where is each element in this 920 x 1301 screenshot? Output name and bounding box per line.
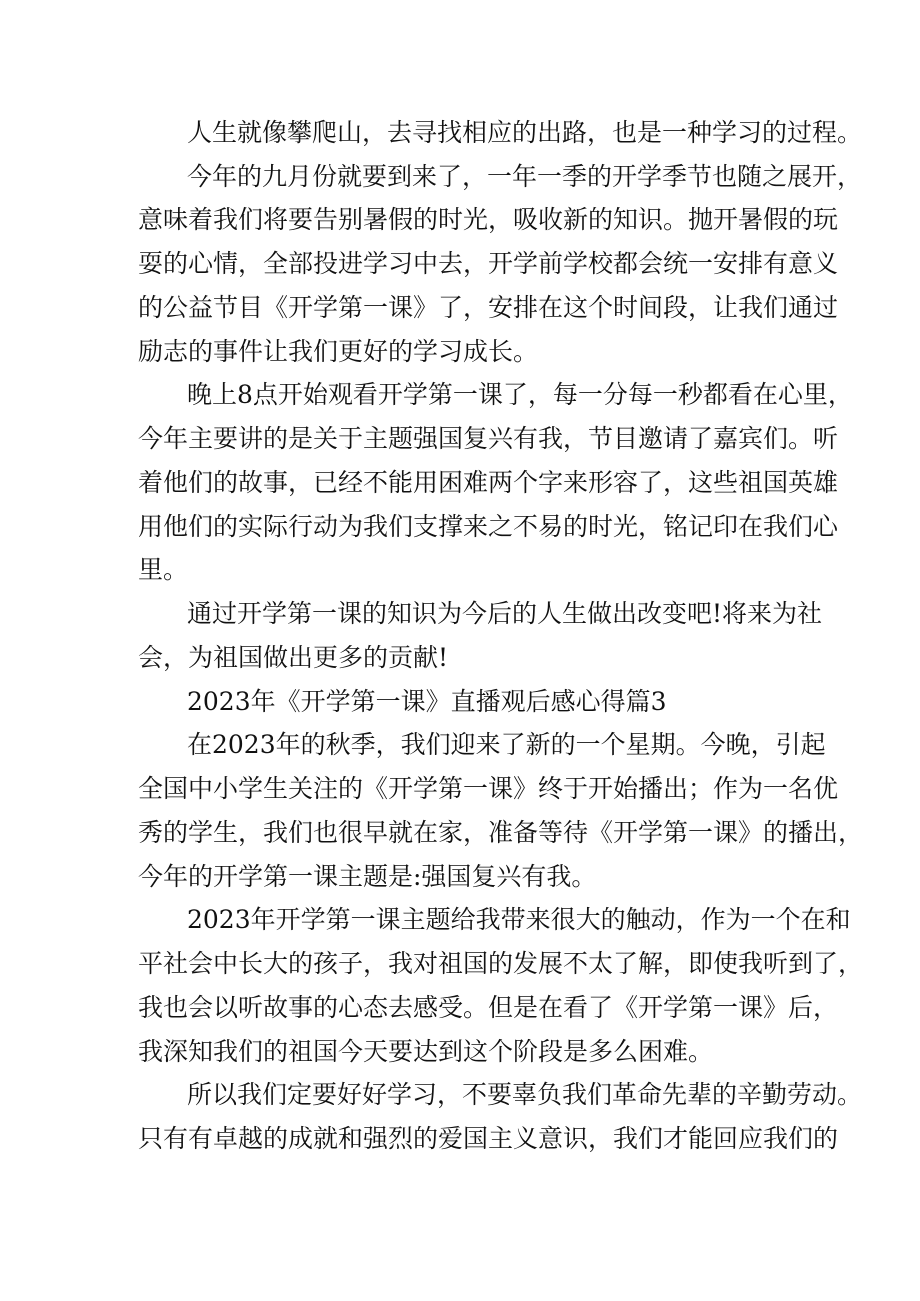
- paragraph-line: 全国中小学生关注的《开学第一课》终于开始播出；作为一名优: [138, 774, 839, 803]
- paragraph-line: 今年主要讲的是关于主题强国复兴有我，节目邀请了嘉宾们。听: [138, 424, 839, 453]
- paragraph-line: 会，为祖国做出更多的贡献!: [138, 643, 449, 672]
- paragraph-line: 人生就像攀爬山，去寻找相应的出路，也是一种学习的过程。: [187, 118, 863, 147]
- paragraph-line: 意味着我们将要告别暑假的时光，吸收新的知识。抛开暑假的玩: [138, 205, 839, 234]
- paragraph-line: 晚上8点开始观看开学第一课了，每一分每一秒都看在心里，: [187, 380, 853, 409]
- paragraph-line: 今年的九月份就要到来了，一年一季的开学季节也随之展开，: [187, 162, 863, 191]
- paragraph-line: 所以我们定要好好学习，不要辜负我们革命先辈的辛勤劳动。: [187, 1080, 863, 1109]
- paragraph-line: 在2023年的秋季，我们迎来了新的一个星期。今晚，引起: [187, 730, 826, 759]
- paragraph-line: 2023年开学第一课主题给我带来很大的触动，作为一个在和: [187, 905, 851, 934]
- paragraph-line: 的公益节目《开学第一课》了，安排在这个时间段，让我们通过: [138, 293, 839, 322]
- paragraph-line: 通过开学第一课的知识为今后的人生做出改变吧!将来为社: [187, 599, 823, 628]
- paragraph-line: 只有有卓越的成就和强烈的爱国主义意识，我们才能回应我们的: [138, 1124, 839, 1153]
- paragraph-line: 今年的开学第一课主题是:强国复兴有我。: [138, 862, 597, 891]
- paragraph-line: 我深知我们的祖国今天要达到这个阶段是多么困难。: [138, 1037, 714, 1066]
- paragraph-line: 励志的事件让我们更好的学习成长。: [138, 337, 539, 366]
- section-heading: 2023年《开学第一课》直播观后感心得篇3: [187, 687, 667, 716]
- paragraph-line: 用他们的实际行动为我们支撑来之不易的时光，铭记印在我们心: [138, 512, 839, 541]
- paragraph-line: 秀的学生，我们也很早就在家，准备等待《开学第一课》的播出，: [138, 818, 864, 847]
- paragraph-line: 着他们的故事，已经不能用困难两个字来形容了，这些祖国英雄: [138, 468, 839, 497]
- paragraph-line: 平社会中长大的孩子，我对祖国的发展不太了解，即使我听到了，: [138, 949, 864, 978]
- paragraph-line: 我也会以听故事的心态去感受。但是在看了《开学第一课》后，: [138, 993, 839, 1022]
- paragraph-line: 里。: [138, 555, 189, 584]
- paragraph-line: 耍的心情，全部投进学习中去，开学前学校都会统一安排有意义: [138, 249, 839, 278]
